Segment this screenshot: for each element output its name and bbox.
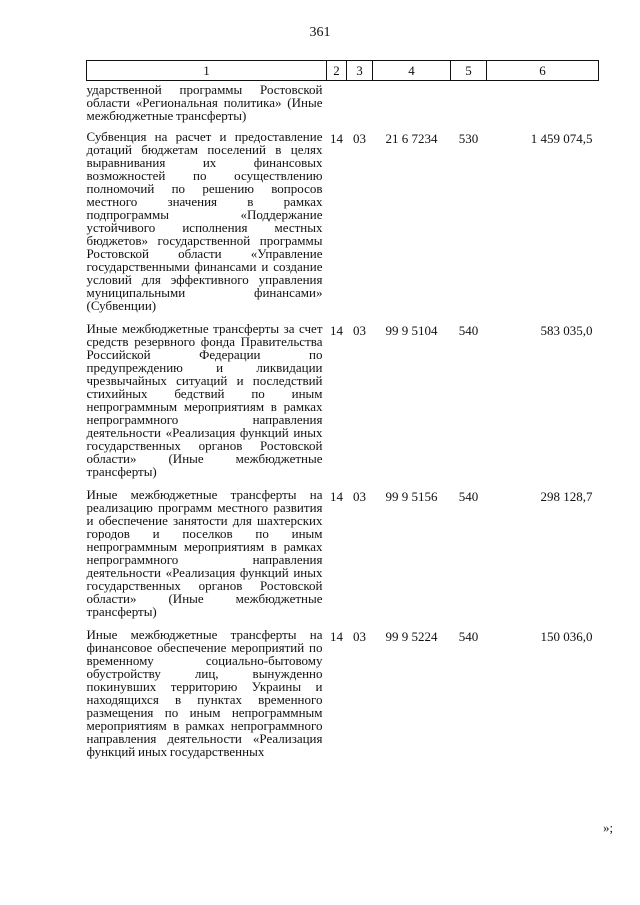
row-description: Иные межбюджетные трансферты на финансовое обеспечение мероприятий по временному социально-бытовому обустройству лиц, вынужденно покинувших территорию Украины и находящихся в пунктах временного размещения по иным непрограммным мероприятиям в рамках непрограммного направления деятельности «Реализация функций иных государственных xyxy=(86,627,323,759)
row-amount: 1 459 074,5 xyxy=(530,131,593,146)
row-subsection: 03 xyxy=(353,323,366,338)
row-amount: 583 035,0 xyxy=(540,323,593,338)
closing-quote-mark: »; xyxy=(603,820,614,835)
row-section: 14 xyxy=(330,629,343,644)
column-header-1: 1 xyxy=(87,61,327,81)
table-row xyxy=(87,130,599,322)
budget-table xyxy=(86,60,599,768)
row-subsection: 03 xyxy=(353,131,366,146)
row-section: 14 xyxy=(330,489,343,504)
column-header-2: 2 xyxy=(327,61,347,81)
table-row-continuation xyxy=(87,81,599,131)
column-header-6: 6 xyxy=(487,61,599,81)
row-description: Иные межбюджетные трансферты за счет средств резервного фонда Правительства Российской Федерации по предупреждению и ликвидации чрезвычайных ситуаций и последствий стихийных бедствий по иным непрограммным мероприятиям в рамках непрограммного направления деятельности «Реализация функций иных государственных органов Ростовской области» (Иные межбюджетные трансферты) xyxy=(86,321,323,479)
row-target-article: 99 9 5104 xyxy=(385,323,438,338)
row-expense-type: 540 xyxy=(458,323,479,338)
row-section: 14 xyxy=(330,131,343,146)
row-description: Субвенция на расчет и предоставление дотаций бюджетам поселений в целях выравнивания их финансовых возможностей по осуществлению полномочий по решению вопросов местного значения в рамках подпрограммы «Поддержание устойчивого исполнения местных бюджетов» государственной программы Ростовской области «Управление государственными финансами и создание условий для эффективного управления муниципальными финансами» (Субвенции) xyxy=(86,129,323,313)
row-subsection: 03 xyxy=(353,489,366,504)
row-section: 14 xyxy=(330,323,343,338)
row-amount: 298 128,7 xyxy=(540,489,593,504)
table-row xyxy=(87,322,599,488)
row-description: Иные межбюджетные трансферты на реализацию программ местного развития и обеспечение занятости для шахтерских городов и поселков по иным непрограммным мероприятиям в рамках непрограммного направления деятельности «Реализация функций иных государственных органов Ростовской области» (Иные межбюджетные трансферты) xyxy=(86,487,323,619)
column-header-3: 3 xyxy=(347,61,373,81)
row-target-article: 21 6 7234 xyxy=(385,131,438,146)
table-row xyxy=(87,628,599,768)
table-header-row xyxy=(87,61,599,81)
row-expense-type: 540 xyxy=(458,489,479,504)
row-target-article: 99 9 5224 xyxy=(385,629,438,644)
row-description: ударственной программы Ростовской области «Региональная политика» (Иные межбюджетные трансферты) xyxy=(86,82,323,123)
column-header-4: 4 xyxy=(373,61,451,81)
page-number: 361 xyxy=(309,25,331,40)
row-target-article: 99 9 5156 xyxy=(385,489,438,504)
row-subsection: 03 xyxy=(353,629,366,644)
row-amount: 150 036,0 xyxy=(540,629,593,644)
column-header-5: 5 xyxy=(451,61,487,81)
row-expense-type: 530 xyxy=(458,131,479,146)
row-expense-type: 540 xyxy=(458,629,479,644)
table-row xyxy=(87,488,599,628)
